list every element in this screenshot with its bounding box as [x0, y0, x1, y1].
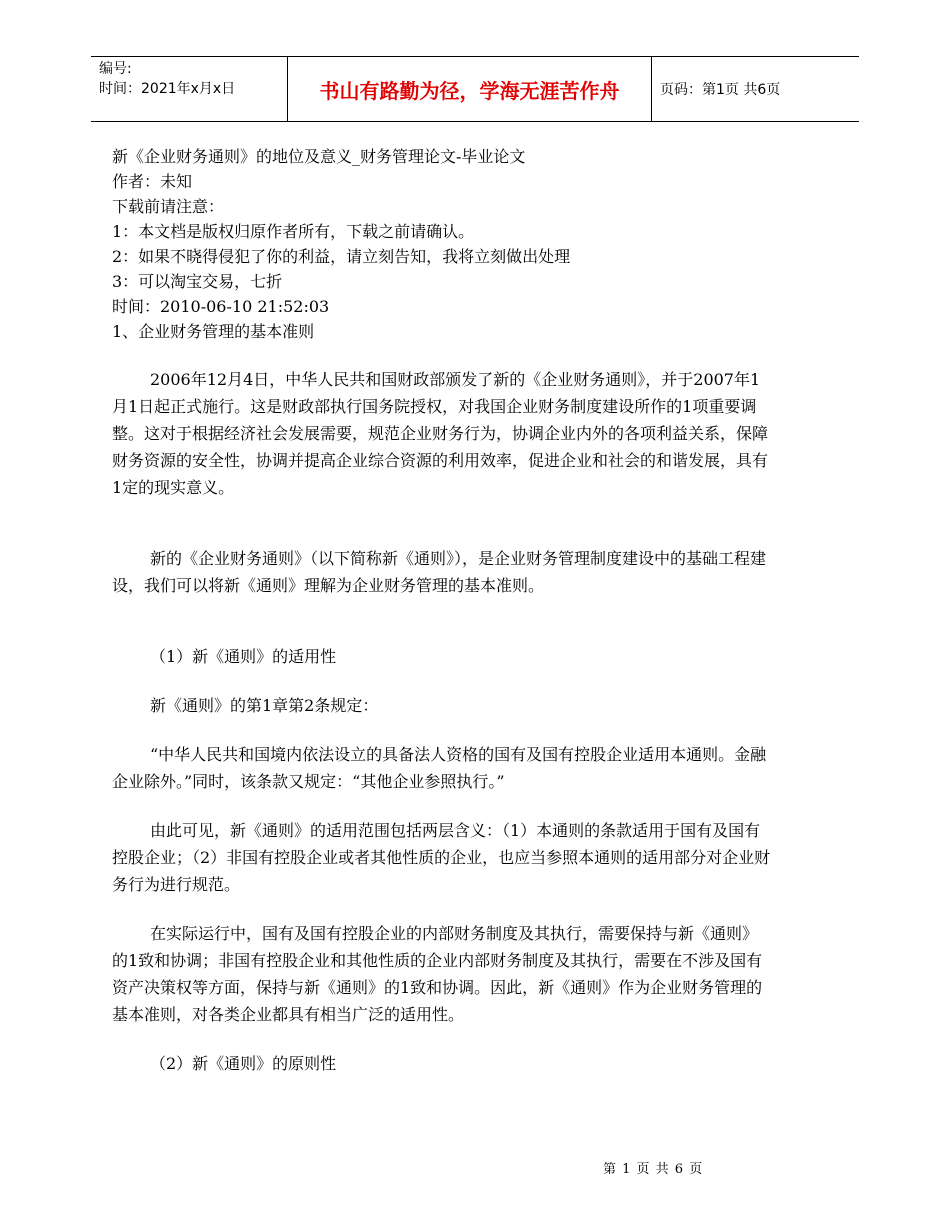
document-body [112, 144, 772, 1077]
notice-item: 2：如果不晓得侵犯了你的利益，请立刻告知，我将立刻做出处理 [112, 247, 571, 266]
body-paragraph: “中华人民共和国境内依法设立的具备法人资格的国有及国有控股企业适用本通则。金融企业除外。”同时，该条款又规定：“其他企业参照执行。” [112, 745, 767, 791]
body-paragraph: 新《通则》的第1章第2条规定： [150, 696, 379, 715]
article-title: 新《企业财务通则》的地位及意义_财务管理论文-毕业论文 [112, 147, 526, 166]
body-paragraph: 2006年12月4日，中华人民共和国财政部颁发了新的《企业财务通则》，并于2007年1月1日起正式施行。这是财政部执行国务院授权，对我国企业财务制度建设所作的1项重要调整。这对于根据经济社会发展需要，规范企业财务行为，协调企业内外的各项利益关系，保障财务资源的安全性，协调并提高企业综合资源的利用效率，促进企业和社会的和谐发展，具有1定的现实意义。 [112, 370, 769, 497]
page-footer: 第 1 页 共 6 页 [603, 1162, 704, 1177]
page-header [91, 56, 859, 122]
document-number-label: 编号: [99, 61, 132, 77]
subsection-heading: （2）新《通则》的原则性 [150, 1054, 337, 1073]
notice-item: 3：可以淘宝交易，七折 [112, 272, 283, 291]
body-paragraph: 在实际运行中，国有及国有控股企业的内部财务制度及其执行，需要保持与新《通则》的1致和协调；非国有控股企业和其他性质的企业内部财务制度及其执行，需要在不涉及国有资产决策权等方面，保持与新《通则》的1致和协调。因此，新《通则》作为企业财务管理的基本准则，对各类企业都具有相当广泛的适用性。 [112, 924, 763, 1024]
document-time-label: 时间：2021年x月x日 [99, 81, 236, 97]
notice-heading: 下载前请注意： [112, 197, 225, 216]
article-author: 作者：未知 [112, 172, 193, 191]
subsection-heading: （1）新《通则》的适用性 [150, 647, 337, 666]
body-paragraph: 由此可见，新《通则》的适用范围包括两层含义：（1）本通则的条款适用于国有及国有控股企业；（2）非国有控股企业或者其他性质的企业，也应当参照本通则的适用部分对企业财务行为进行规范。 [112, 821, 771, 894]
notice-item: 1：本文档是版权归原作者所有，下载之前请确认。 [112, 222, 475, 241]
article-time: 时间：2010-06-10 21:52:03 [112, 297, 330, 316]
section-heading: 1、企业财务管理的基本准则 [112, 322, 315, 341]
body-paragraph: 新的《企业财务通则》（以下简称新《通则》），是企业财务管理制度建设中的基础工程建设，我们可以将新《通则》理解为企业财务管理的基本准则。 [112, 549, 767, 595]
header-info-cell [91, 57, 287, 121]
header-motto: 书山有路勤为径，学海无涯苦作舟 [287, 57, 652, 121]
header-page-number: 页码：第1页 共6页 [660, 82, 781, 98]
